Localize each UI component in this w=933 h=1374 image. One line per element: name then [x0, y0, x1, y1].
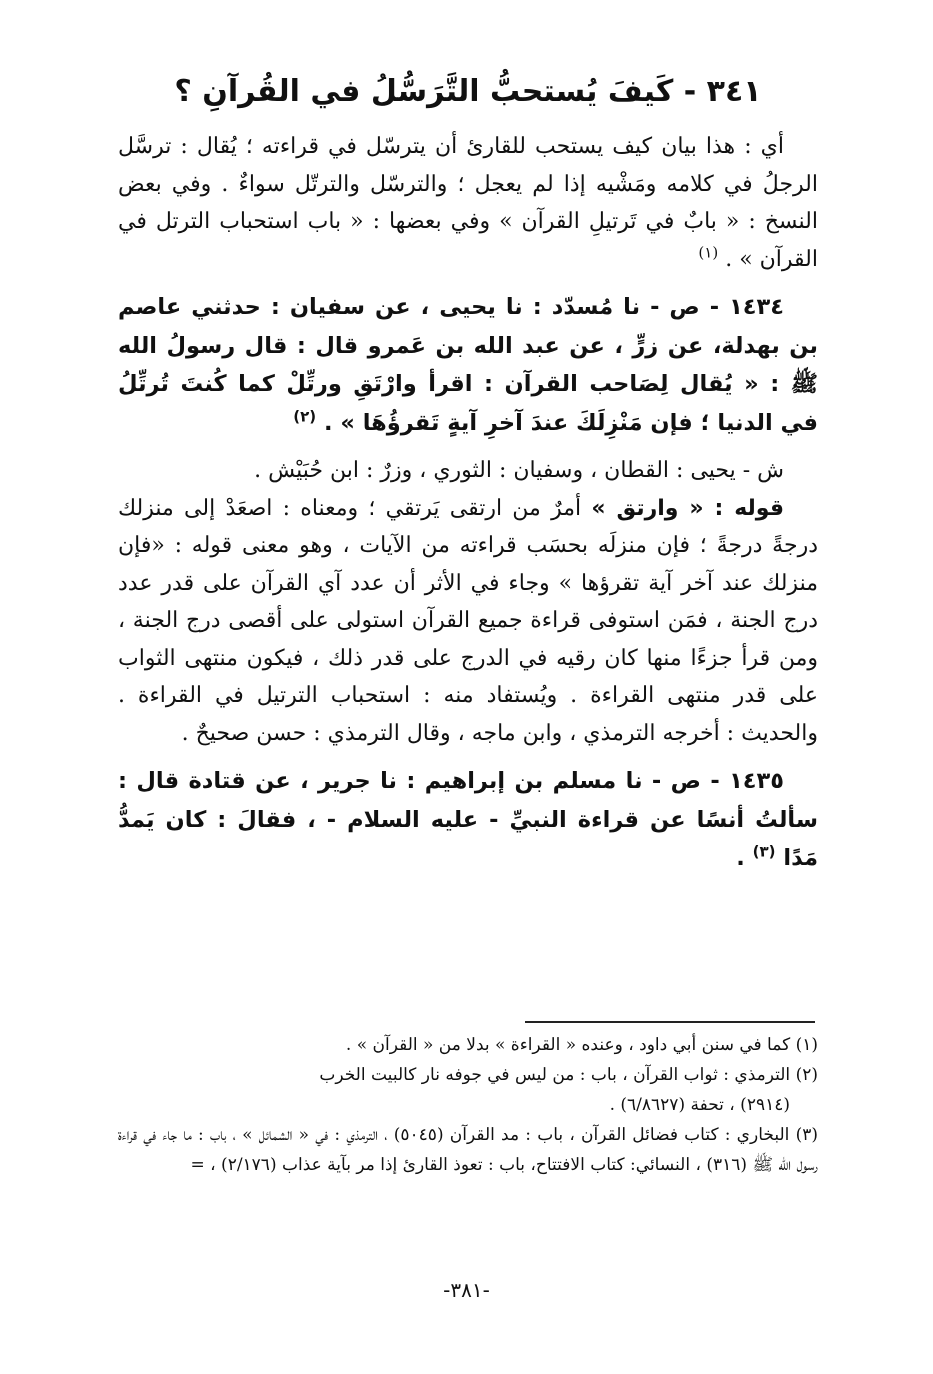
footnote-2-number: (٢) — [795, 1065, 818, 1085]
hadith-1434-text: ١٤٣٤ - ص - نا مُسدّد : نا يحيى ، عن سفيان : حدثني عاصم بن بهدلة، عن زرٍّ ، عن عبد الله بن عَمرو قال : قال رسولُ الله ﷺ : « يُقال لِصَاحب القرآن : اقرأ وارْتَقِ ورتِّلْ كما كُنتَ تُرتِّلُ في الدنيا ؛ فإن مَنْزِلَكَ عندَ آخرِ آيةٍ تَقرؤُهَا » . — [118, 294, 818, 436]
hadith-1435 — [118, 762, 818, 878]
footnote-divider — [525, 1021, 815, 1023]
hadith-1434 — [118, 288, 818, 442]
footnote-1-text: كما في سنن أبي داود ، وعنده « القراءة » بدلا من « القرآن » . — [345, 1035, 791, 1055]
commentary-paragraph — [118, 490, 818, 753]
footnote-ref-3: (٣) — [752, 842, 776, 861]
commentary-text: أمرٌ من ارتقى يَرتقي ؛ ومعناه : اصعَدْ إلى منزلك درجةً درجةً ؛ فإن منزلَه بحسَب قراءته من الآيات ، وهو معنى قوله : «فإن منزلك عند آخر آية تقرؤها » وجاء في الأثر أن عدد آي القرآن على قدر عدد درج الجنة ، فمَن استوفى قراءة جميع القرآن استولى على أقصى درج الجنة ، ومن قرأ جزءًا منها كان رقيه في الدرج على قدر ذلك ، فيكون منتهى الثواب على قدر منتهى القراءة . ويُستفاد منه : استحباب الترتيل في القراءة . والحديث : أخرجه الترمذي ، وابن ماجه ، وقال الترمذي : حسن صحيحٌ . — [118, 495, 818, 746]
footnote-3-text: البخاري : كتاب فضائل القرآن ، باب : مد القرآن (٥٠٤٥) ، الترمذي : في « الشمائل » ، باب : ما جاء في قراءة رسول الله ﷺ (٣١٦) ، النسائي: كتاب الافتتاح، باب : تعوذ القارئ إذا مر بآية عذاب (٢/١٧٦) ، = — [118, 1125, 818, 1175]
page-body — [118, 70, 818, 878]
sharh-paragraph: ش - يحيى : القطان ، وسفيان : الثوري ، وزرٌ : ابن حُبَيْش . — [254, 458, 784, 483]
commentary-lead: قوله : « وارتق » — [591, 495, 784, 521]
footnote-2 — [118, 1060, 818, 1120]
hadith-1435-end: . — [736, 845, 753, 871]
footnote-2-continuation: (٢٩١٤) ، تحفة (٦/٨٦٢٧) . — [609, 1095, 790, 1115]
footnote-3 — [118, 1120, 818, 1180]
footnotes-section — [118, 1030, 818, 1180]
hadith-1435-text: ١٤٣٥ - ص - نا مسلم بن إبراهيم : نا جرير ، عن قتادة قال : سألتُ أنسًا عن قراءة النبيِّ - عليه السلام - ، فقالَ : كان يَمدُّ مَدًا — [118, 768, 818, 871]
chapter-heading: ٣٤١ - كَيفَ يُستحبُّ التَّرَسُّلُ في القُرآنِ ؟ — [174, 74, 762, 109]
footnote-ref-2: (٢) — [293, 407, 317, 425]
intro-paragraph — [118, 128, 818, 278]
footnote-ref-1: (١) — [698, 243, 719, 262]
footnote-1 — [118, 1030, 818, 1060]
footnote-3-number: (٣) — [795, 1125, 819, 1145]
footnote-1-number: (١) — [795, 1035, 818, 1055]
footnote-2-text: الترمذي : ثواب القرآن ، باب : من ليس في جوفه نار كالبيت الخرب — [319, 1065, 791, 1085]
intro-text: أي : هذا بيان كيف يستحب للقارئ أن يترسّل في قراءته ؛ يُقال : ترسَّل الرجلُ في كلامه ومَشْيه إذا لم يعجل ؛ والترسّل والترتّل سواءٌ . وفي بعض النسخ : « بابٌ في تَرتيلِ القرآن » وفي بعضها : « باب استحباب الترتل في القرآن » . — [118, 134, 819, 272]
page-number: -٣٨١- — [443, 1278, 490, 1302]
